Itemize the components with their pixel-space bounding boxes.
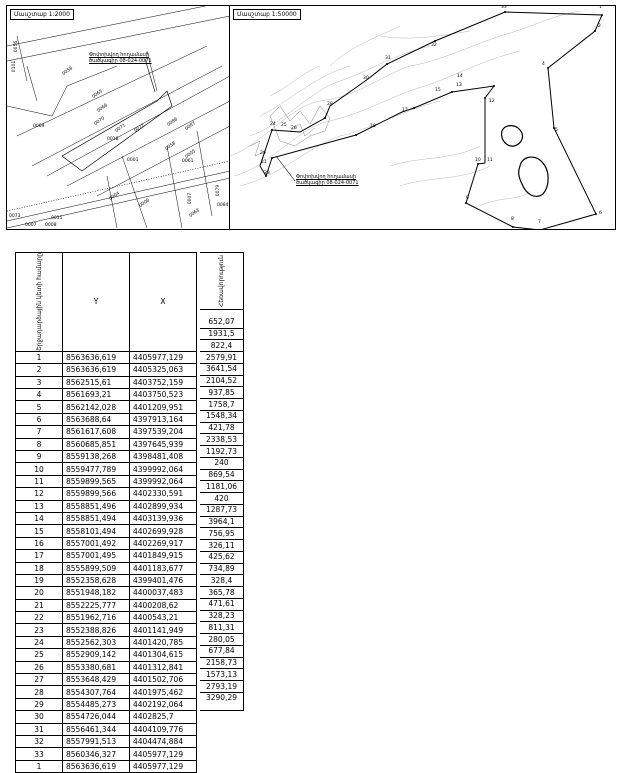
cell-y: 8553648,429 bbox=[63, 674, 130, 686]
cell-point-number: 9 bbox=[16, 451, 63, 463]
cell-x: 4405977,129 bbox=[130, 351, 197, 363]
distance-divider bbox=[200, 692, 243, 693]
table-row bbox=[16, 401, 197, 413]
cell-point-number: 30 bbox=[16, 711, 63, 723]
point-label: 28 bbox=[327, 102, 333, 107]
plot-code: 0072 bbox=[133, 123, 146, 134]
cell-x: 4399992,064 bbox=[130, 463, 197, 475]
cell-y: 8559899,565 bbox=[63, 475, 130, 487]
point-label: 5 bbox=[555, 128, 558, 133]
point-label: 23 bbox=[264, 171, 270, 176]
coordinates-table-body bbox=[16, 351, 197, 772]
cell-point-number: 2 bbox=[16, 364, 63, 376]
cell-y: 8551948,182 bbox=[63, 587, 130, 599]
cell-y: 8554485,273 bbox=[63, 698, 130, 710]
cell-x: 4397539,204 bbox=[130, 426, 197, 438]
cell-x: 4397913,164 bbox=[130, 413, 197, 425]
cell-x: 4401502,706 bbox=[130, 674, 197, 686]
point-label: 17 bbox=[402, 108, 408, 113]
point-label: 2 bbox=[598, 24, 601, 29]
point-label: 1 bbox=[599, 5, 602, 10]
distance-divider bbox=[200, 657, 243, 658]
cell-point-number: 26 bbox=[16, 661, 63, 673]
table-row bbox=[16, 674, 197, 686]
lake-1 bbox=[502, 126, 523, 146]
cell-point-number: 19 bbox=[16, 574, 63, 586]
table-row bbox=[16, 475, 197, 487]
cell-y: 8563636,619 bbox=[63, 760, 130, 772]
cell-point-number: 20 bbox=[16, 587, 63, 599]
table-row bbox=[16, 376, 197, 388]
plot-code: 0007 bbox=[188, 192, 194, 205]
point-label: 15 bbox=[435, 88, 441, 93]
cell-x: 4401312,841 bbox=[130, 661, 197, 673]
header-point-number-text: Շրջադարձային կետի համարը bbox=[35, 253, 43, 351]
distance-value: 326,11 bbox=[208, 540, 235, 550]
point-label: 10 bbox=[475, 158, 481, 163]
plot-code: 0101 bbox=[12, 60, 18, 73]
distance-value: 471,61 bbox=[208, 599, 235, 609]
cell-point-number: 13 bbox=[16, 500, 63, 512]
distance-value: 240 bbox=[214, 458, 229, 468]
cadastral-map-detail bbox=[6, 5, 231, 230]
plot-code: 0084 bbox=[217, 203, 229, 208]
distance-value: 869,54 bbox=[208, 470, 235, 479]
cell-y: 8563688,64 bbox=[63, 413, 130, 425]
cell-point-number: 33 bbox=[16, 748, 63, 760]
header-distance-text: Հեռավորություն bbox=[218, 255, 225, 307]
distance-value: 421,78 bbox=[208, 423, 235, 432]
plot-code: 0015 bbox=[51, 216, 63, 221]
plot-code: 0066 bbox=[96, 103, 109, 114]
distance-value: 280,05 bbox=[208, 634, 235, 644]
cell-point-number: 25 bbox=[16, 649, 63, 661]
distance-divider bbox=[200, 328, 243, 329]
distance-divider bbox=[200, 516, 243, 517]
distance-divider bbox=[200, 668, 243, 669]
map-overview-drawing bbox=[230, 6, 615, 229]
cell-y: 8552909,142 bbox=[63, 649, 130, 661]
point-label: 24 bbox=[270, 122, 276, 127]
cell-x: 4401141,949 bbox=[130, 624, 197, 636]
distance-value: 652,07 bbox=[208, 317, 235, 327]
table-row bbox=[16, 760, 197, 772]
table-row bbox=[16, 599, 197, 611]
cell-point-number: 1 bbox=[16, 760, 63, 772]
point-label: 25 bbox=[281, 123, 287, 128]
plot-code: 0005 bbox=[184, 149, 197, 160]
distance-divider bbox=[200, 339, 243, 340]
table-row bbox=[16, 463, 197, 475]
plot-code: 0007 bbox=[25, 223, 37, 228]
cell-y: 8551962,716 bbox=[63, 612, 130, 624]
plot-code: 0071 bbox=[114, 123, 127, 134]
distance-divider bbox=[200, 351, 243, 352]
cell-point-number: 4 bbox=[16, 389, 63, 401]
cell-point-number: 5 bbox=[16, 401, 63, 413]
table-row bbox=[16, 748, 197, 760]
table-row bbox=[16, 711, 197, 723]
table-row bbox=[16, 426, 197, 438]
plot-code: 0056 bbox=[14, 40, 20, 53]
parcel-label-line-1: Փոփոխվող հողամասի bbox=[89, 52, 150, 58]
plot-code: 0001 bbox=[127, 158, 139, 163]
table-row bbox=[16, 451, 197, 463]
distance-divider bbox=[200, 586, 243, 587]
distance-divider bbox=[200, 563, 243, 564]
cell-point-number: 10 bbox=[16, 463, 63, 475]
parcel-label-line-2: ծածկագիր 08-024-0071 bbox=[89, 58, 152, 64]
point-label: 31 bbox=[385, 56, 391, 61]
distance-value: 2338,53 bbox=[205, 434, 237, 444]
cell-x: 4401420,785 bbox=[130, 636, 197, 648]
distance-divider bbox=[200, 398, 243, 399]
distance-value: 811,31 bbox=[208, 622, 235, 632]
point-label: 8 bbox=[511, 217, 514, 222]
distance-value: 3290,29 bbox=[205, 693, 237, 703]
cell-y: 8552562,303 bbox=[63, 636, 130, 648]
distance-divider bbox=[200, 457, 243, 458]
cell-x: 4399992,064 bbox=[130, 475, 197, 487]
cell-x: 4402825,7 bbox=[130, 711, 197, 723]
cell-y: 8553380,681 bbox=[63, 661, 130, 673]
cell-y: 8563636,619 bbox=[63, 351, 130, 363]
distance-divider bbox=[200, 492, 243, 493]
cell-x: 4402699,928 bbox=[130, 525, 197, 537]
cell-y: 8557991,513 bbox=[63, 735, 130, 747]
distance-divider bbox=[200, 375, 243, 376]
table-row bbox=[16, 587, 197, 599]
cell-point-number: 32 bbox=[16, 735, 63, 747]
cell-point-number: 14 bbox=[16, 512, 63, 524]
distance-divider bbox=[200, 480, 243, 481]
table-row bbox=[16, 488, 197, 500]
cell-x: 4397645,939 bbox=[130, 438, 197, 450]
cell-x: 4403750,523 bbox=[130, 389, 197, 401]
distance-value: 1548,34 bbox=[205, 411, 237, 421]
table-row bbox=[16, 351, 197, 363]
distance-divider bbox=[200, 551, 243, 552]
cell-x: 4399401,476 bbox=[130, 574, 197, 586]
point-label: 14 bbox=[457, 74, 463, 79]
cell-point-number: 8 bbox=[16, 438, 63, 450]
distance-divider bbox=[200, 610, 243, 611]
table-row bbox=[16, 735, 197, 747]
plot-code: 0058 bbox=[164, 141, 177, 152]
cell-x: 4405977,129 bbox=[130, 760, 197, 772]
plot-code: 0061 bbox=[182, 159, 194, 164]
cell-x: 4404474,884 bbox=[130, 735, 197, 747]
header-y: Y bbox=[63, 253, 130, 352]
cell-y: 8559138,268 bbox=[63, 451, 130, 463]
table-row bbox=[16, 525, 197, 537]
table-row bbox=[16, 364, 197, 376]
distance-divider bbox=[200, 504, 243, 505]
distance-value: 1181,06 bbox=[205, 481, 237, 491]
cell-point-number: 18 bbox=[16, 562, 63, 574]
distance-divider bbox=[200, 422, 243, 423]
distance-divider bbox=[200, 621, 243, 622]
plot-code: 0004 bbox=[108, 191, 121, 202]
plot-code: 0008 bbox=[45, 223, 57, 228]
plot-code: 0069 bbox=[33, 124, 45, 129]
distance-divider bbox=[200, 539, 243, 540]
cell-x: 4405325,063 bbox=[130, 364, 197, 376]
cell-point-number: 31 bbox=[16, 723, 63, 735]
table-row bbox=[16, 438, 197, 450]
distance-value: 328,23 bbox=[208, 611, 235, 620]
distance-value: 1931,5 bbox=[208, 329, 235, 338]
plot-code: 0087 bbox=[184, 121, 197, 132]
cell-x: 4398481,408 bbox=[130, 451, 197, 463]
point-label: 9 bbox=[466, 196, 469, 201]
cadastral-map-overview bbox=[229, 5, 616, 230]
table-row bbox=[16, 562, 197, 574]
cell-y: 8561693,21 bbox=[63, 389, 130, 401]
distance-value: 3964,1 bbox=[208, 517, 235, 526]
cell-x: 4402330,591 bbox=[130, 488, 197, 500]
cell-point-number: 6 bbox=[16, 413, 63, 425]
distance-value: 937,85 bbox=[208, 387, 235, 397]
distance-value: 3641,54 bbox=[205, 364, 237, 374]
point-label: 18 bbox=[370, 124, 376, 129]
parcel-label-detail bbox=[89, 52, 152, 64]
cell-x: 4402192,064 bbox=[130, 698, 197, 710]
cell-y: 8558851,496 bbox=[63, 500, 130, 512]
point-label: 7 bbox=[538, 220, 541, 225]
distance-value: 1758,7 bbox=[208, 399, 235, 409]
distance-value: 1573,13 bbox=[205, 669, 237, 679]
plot-code: 0079 bbox=[216, 184, 222, 197]
cell-point-number: 23 bbox=[16, 624, 63, 636]
cell-y: 8562515,61 bbox=[63, 376, 130, 388]
point-label: 26 bbox=[291, 126, 297, 131]
cell-x: 4401183,677 bbox=[130, 562, 197, 574]
distance-value: 328,4 bbox=[210, 575, 233, 585]
cell-y: 8554726,044 bbox=[63, 711, 130, 723]
cell-y: 8558101,494 bbox=[63, 525, 130, 537]
cell-point-number: 28 bbox=[16, 686, 63, 698]
distance-value: 2158,73 bbox=[205, 658, 237, 667]
cell-x: 4403139,936 bbox=[130, 512, 197, 524]
distance-value: 2579,91 bbox=[205, 352, 237, 362]
table-row bbox=[16, 550, 197, 562]
table-row bbox=[16, 661, 197, 673]
cell-point-number: 3 bbox=[16, 376, 63, 388]
point-label: 30 bbox=[363, 76, 369, 81]
table-row bbox=[16, 624, 197, 636]
lake-2 bbox=[519, 157, 548, 196]
cell-point-number: 29 bbox=[16, 698, 63, 710]
distance-divider bbox=[200, 410, 243, 411]
cell-point-number: 22 bbox=[16, 612, 63, 624]
cell-y: 8554307,764 bbox=[63, 686, 130, 698]
table-row bbox=[16, 537, 197, 549]
cell-y: 8563636,619 bbox=[63, 364, 130, 376]
distance-divider bbox=[200, 527, 243, 528]
cell-y: 8556461,344 bbox=[63, 723, 130, 735]
distance-divider bbox=[200, 633, 243, 634]
distance-value: 365,78 bbox=[208, 587, 235, 597]
header-distance bbox=[200, 253, 243, 310]
cell-x: 4402899,934 bbox=[130, 500, 197, 512]
point-label: 4 bbox=[542, 62, 545, 67]
distance-value: 1192,73 bbox=[205, 446, 237, 456]
distance-divider bbox=[200, 645, 243, 646]
cell-y: 8552225,777 bbox=[63, 599, 130, 611]
distance-divider bbox=[200, 680, 243, 681]
distance-value: 822,4 bbox=[210, 340, 233, 350]
distance-divider bbox=[200, 469, 243, 470]
plot-code: 0070 bbox=[93, 116, 106, 127]
table-row bbox=[16, 612, 197, 624]
table-row bbox=[16, 686, 197, 698]
point-label: 13 bbox=[456, 83, 462, 88]
cell-y: 8560346,327 bbox=[63, 748, 130, 760]
cell-y: 8559477,789 bbox=[63, 463, 130, 475]
cell-point-number: 12 bbox=[16, 488, 63, 500]
distance-value: 425,62 bbox=[208, 552, 235, 562]
table-row bbox=[16, 389, 197, 401]
cell-point-number: 7 bbox=[16, 426, 63, 438]
cell-y: 8562142,028 bbox=[63, 401, 130, 413]
distance-column bbox=[200, 252, 244, 711]
cell-point-number: 16 bbox=[16, 537, 63, 549]
table-row bbox=[16, 574, 197, 586]
table-row bbox=[16, 649, 197, 661]
header-x: X bbox=[130, 253, 197, 352]
cell-point-number: 21 bbox=[16, 599, 63, 611]
plot-code: 0086 bbox=[166, 117, 179, 128]
table-row bbox=[16, 723, 197, 735]
cell-x: 4404109,776 bbox=[130, 723, 197, 735]
cell-y: 8560685,851 bbox=[63, 438, 130, 450]
parcel-label-overview bbox=[296, 174, 359, 186]
distance-divider bbox=[200, 363, 243, 364]
point-label: 21 bbox=[261, 160, 267, 165]
distance-value: 2793,19 bbox=[205, 681, 237, 691]
cell-y: 8557001,492 bbox=[63, 537, 130, 549]
table-row bbox=[16, 500, 197, 512]
cell-y: 8557001,495 bbox=[63, 550, 130, 562]
parcel-label-line-1: Փոփոխվող հողամասի bbox=[296, 174, 357, 180]
cell-point-number: 27 bbox=[16, 674, 63, 686]
cell-y: 8552358,628 bbox=[63, 574, 130, 586]
parcel-label-line-2: ծածկագիր 08-024-0071 bbox=[296, 180, 359, 186]
scale-label-detail: Մասշտաբ 1:2000 bbox=[10, 9, 74, 20]
cell-x: 4405977,129 bbox=[130, 748, 197, 760]
cell-x: 4400543,21 bbox=[130, 612, 197, 624]
point-label: 6 bbox=[599, 211, 602, 216]
distance-divider bbox=[200, 386, 243, 387]
distance-value: 420 bbox=[214, 493, 229, 503]
cell-x: 4400037,483 bbox=[130, 587, 197, 599]
point-label: 11 bbox=[487, 158, 493, 163]
cell-y: 8558851,494 bbox=[63, 512, 130, 524]
cell-x: 4400208,62 bbox=[130, 599, 197, 611]
plot-code: 0065 bbox=[91, 89, 104, 100]
table-row bbox=[16, 636, 197, 648]
cell-point-number: 11 bbox=[16, 475, 63, 487]
scale-label-overview: Մասշտաբ 1:50000 bbox=[233, 9, 301, 20]
plot-code: 0058 bbox=[61, 66, 74, 77]
coordinates-table bbox=[15, 252, 197, 773]
table-row bbox=[16, 512, 197, 524]
distance-divider bbox=[200, 574, 243, 575]
cell-x: 4401849,915 bbox=[130, 550, 197, 562]
cell-x: 4403752,159 bbox=[130, 376, 197, 388]
point-label: 12 bbox=[489, 99, 495, 104]
table-row bbox=[16, 698, 197, 710]
point-label: 32 bbox=[431, 43, 437, 48]
cell-point-number: 17 bbox=[16, 550, 63, 562]
distance-divider bbox=[200, 445, 243, 446]
cell-x: 4401209,951 bbox=[130, 401, 197, 413]
plot-code: 0006 bbox=[138, 198, 151, 209]
distance-value: 2104,52 bbox=[205, 376, 237, 385]
cell-y: 8552388,826 bbox=[63, 624, 130, 636]
cell-x: 4401304,615 bbox=[130, 649, 197, 661]
distance-value: 677,84 bbox=[208, 646, 235, 656]
distance-value: 1287,73 bbox=[205, 505, 237, 515]
cell-point-number: 1 bbox=[16, 351, 63, 363]
plot-code: 0063 bbox=[188, 208, 201, 219]
header-point-number bbox=[16, 253, 63, 352]
cell-x: 4402269,917 bbox=[130, 537, 197, 549]
cell-y: 8559899,566 bbox=[63, 488, 130, 500]
cell-point-number: 24 bbox=[16, 636, 63, 648]
distance-divider bbox=[200, 433, 243, 434]
point-label: 33 bbox=[501, 5, 507, 10]
cell-point-number: 15 bbox=[16, 525, 63, 537]
cell-y: 8561617,608 bbox=[63, 426, 130, 438]
distance-value: 734,89 bbox=[208, 564, 235, 573]
table-row bbox=[16, 413, 197, 425]
cell-y: 8555899,509 bbox=[63, 562, 130, 574]
plot-code: 0073 bbox=[9, 214, 21, 219]
distance-divider bbox=[200, 598, 243, 599]
table-header-row bbox=[16, 253, 197, 352]
plot-code: 0018 bbox=[107, 137, 119, 142]
point-label: 20 bbox=[260, 151, 266, 156]
cell-x: 4401975,462 bbox=[130, 686, 197, 698]
distance-value: 756,95 bbox=[208, 528, 235, 538]
